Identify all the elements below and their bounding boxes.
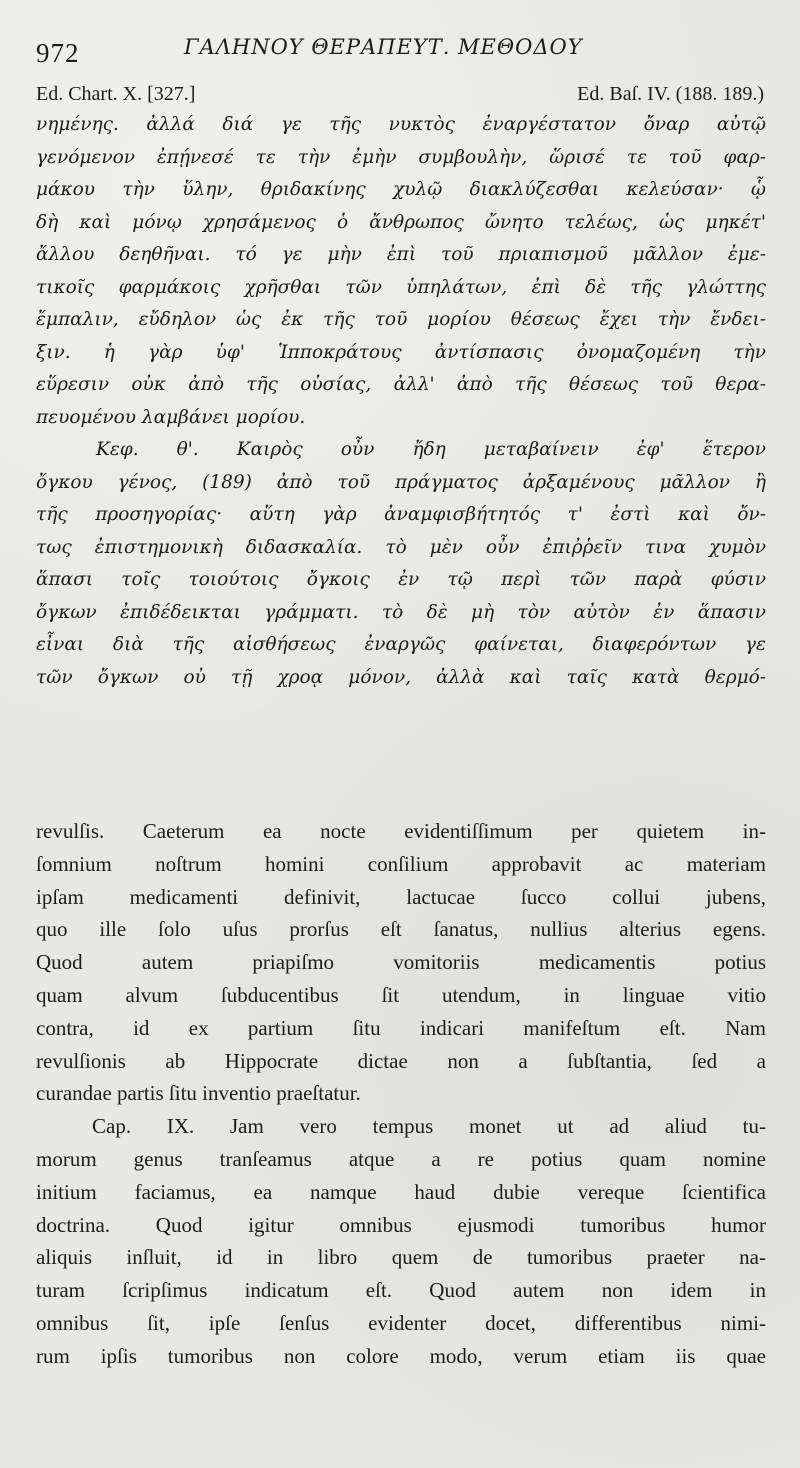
latin-line: contra, id ex partium ſitu indicari manifeſtum eſt. Nam — [36, 1015, 766, 1040]
latin-line: quam alvum ſubducentibus ſit utendum, in linguae vitio — [36, 982, 766, 1007]
greek-line: ξιν. ἡ γὰρ ὑφ' Ἱπποκράτους ἀντίσπασις ὀνομαζομένη τὴν — [36, 341, 766, 363]
latin-line: aliquis inſluit, id in libro quem de tumoribus praeter na- — [36, 1245, 766, 1270]
greek-line: τῶν ὄγκων οὐ τῇ χροᾳ μόνον, ἀλλὰ καὶ ταῖς κατὰ θερμό- — [36, 666, 766, 688]
greek-line: εὕρεσιν οὐκ ἀπὸ τῆς οὐσίας, ἀλλ' ἀπὸ τῆς θέσεως τοῦ θερα- — [36, 374, 766, 395]
latin-line: rum ipſis tumoribus non colore modo, verum etiam iis quae — [36, 1343, 766, 1368]
greek-line: τῆς προσηγορίας· αὕτη γὰρ ἀναμφισβήτητός τ' ἐστὶ καὶ ὄν- — [36, 504, 766, 525]
latin-chapter-start: Cap. IX. Jam vero tempus monet ut ad aliud tu- — [92, 1114, 766, 1139]
greek-line: ὄγκου γένος, (189) ἀπὸ τοῦ πράγματος ἀρξαμένους μᾶλλον ἢ — [36, 471, 766, 493]
greek-line: ὄγκων ἐπιδέδεικται γράμματι. τὸ δὲ μὴ τὸν αὐτὸν ἐν ἅπασιν — [36, 601, 766, 623]
edition-basel: Ed. Baſ. IV. (188. 189.) — [577, 83, 764, 105]
latin-line: Quod autem priapiſmo vomitoriis medicamentis potius — [36, 950, 766, 975]
greek-line: τικοῖς φαρμάκοις χρῆσθαι τῶν ὑπηλάτων, ἐπὶ δὲ τῆς γλώττης — [36, 276, 766, 298]
greek-line: γενόμενον ἐπῄνεσέ τε τὴν ἐμὴν συμβουλὴν, ὥρισέ τε τοῦ φαρ- — [36, 146, 766, 168]
page-header — [36, 28, 776, 68]
latin-line: initium faciamus, ea namque haud dubie vereque ſcientifica — [36, 1179, 766, 1204]
greek-line: εἶναι διὰ τῆς αἰσθήσεως ἐναργῶς φαίνεται, διαφερόντων γε — [36, 634, 766, 655]
latin-line: doctrina. Quod igitur omnibus ejusmodi tumoribus humor — [36, 1212, 766, 1237]
page-number: 972 — [36, 38, 80, 68]
greek-line: νημένης. ἀλλά διά γε τῆς νυκτὸς ἐναργέστατον ὄναρ αὐτῷ — [36, 114, 766, 135]
greek-line: πευομένου λαμβάνει μορίου. — [36, 406, 306, 428]
edition-chartier: Ed. Chart. X. [327.] — [36, 83, 196, 105]
greek-line: ἅπασι τοῖς τοιούτοις ὄγκοις ἐν τῷ περὶ τῶν παρὰ φύσιν — [36, 569, 766, 590]
latin-line: quo ille ſolo uſus prorſus eſt ſanatus, nullius alterius egens. — [36, 917, 766, 942]
latin-line: morum genus tranſeamus atque a re potius quam nomine — [36, 1146, 766, 1171]
latin-line: revulſis. Caeterum ea nocte evidentiſſimum per quietem in- — [36, 819, 766, 843]
greek-line: δὴ καὶ μόνῳ χρησάμενος ὁ ἄνθρωπος ὤνητο τελέως, ὡς μηκέτ' — [36, 211, 766, 233]
greek-chapter-start: Κεφ. θ'. Καιρὸς οὖν ἤδη μεταβαίνειν ἐφ' ἕτερον — [96, 439, 766, 460]
greek-line: τως ἐπιστημονικὴ διδασκαλία. τὸ μὲν οὖν ἐπιῤῥεῖν τινα χυμὸν — [36, 536, 766, 558]
greek-line: ἄλλου δεηθῆναι. τό γε μὴν ἐπὶ τοῦ πριαπισμοῦ μᾶλλον ἐμε- — [36, 244, 766, 265]
latin-line: omnibus ſit, ipſe ſenſus evidenter docet, differentibus nimi- — [36, 1310, 766, 1335]
greek-text — [36, 109, 766, 694]
latin-line: ſomnium noſtrum homini conſilium approbavit ac materiam — [36, 851, 766, 876]
latin-line: turam ſcripſimus indicatum eſt. Quod autem non idem in — [36, 1278, 766, 1303]
latin-line: ipſam medicamenti definivit, lactucae ſucco collui jubens, — [36, 884, 766, 909]
edition-references — [36, 82, 764, 110]
greek-line: ἔμπαλιν, εὔδηλον ὡς ἐκ τῆς τοῦ μορίου θέσεως ἔχει τὴν ἔνδει- — [36, 309, 766, 330]
running-head: ΓΑΛΗΝΟΥ ΘΕΡΑΠΕΥΤ. ΜΕΘΟΔΟΥ — [184, 35, 583, 59]
greek-line: μάκου τὴν ὕλην, θριδακίνης χυλῷ διακλύζεσθαι κελεύσαν· ᾧ — [36, 179, 766, 200]
latin-line: revulſionis ab Hippocrate dictae non a ſubſtantia, ſed a — [36, 1048, 766, 1073]
latin-line: curandae partis ſitu inventio praeſtatur. — [36, 1081, 361, 1106]
latin-text — [36, 815, 766, 1373]
